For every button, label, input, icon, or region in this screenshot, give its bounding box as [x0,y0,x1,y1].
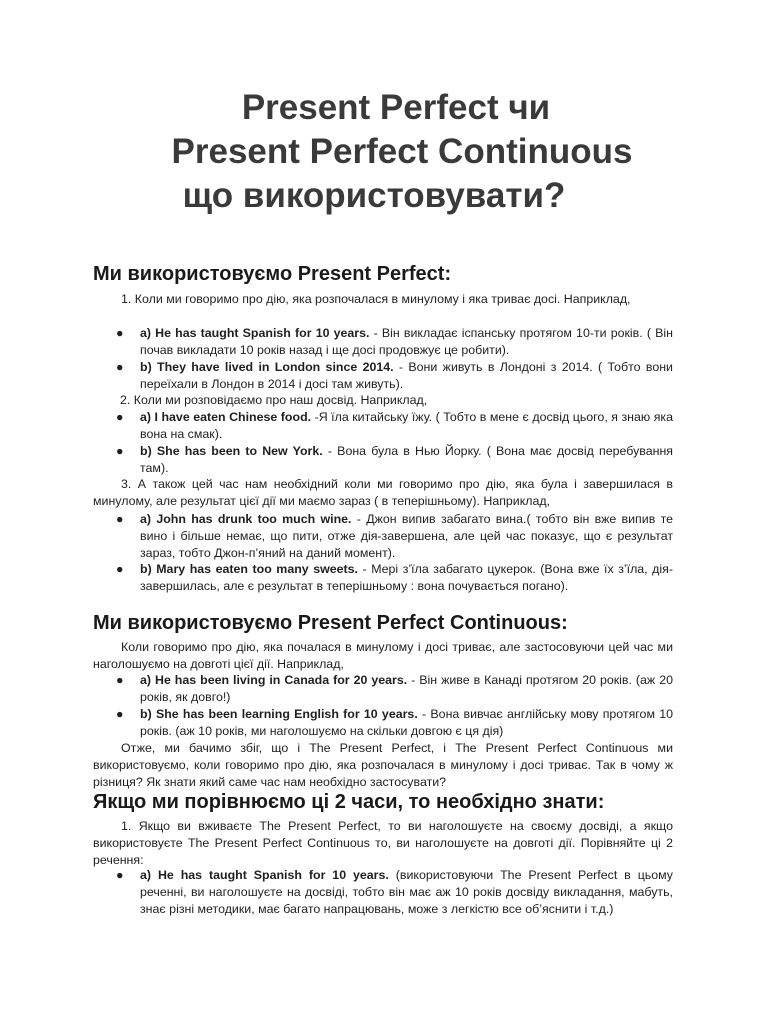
paragraph-text: Коли говоримо про дію, яка почалася в минулому і досі триває, але застосовуючи цей час ми наголошуємо на довготі цієї дії. Наприклад, [93,640,673,671]
paragraph [93,476,673,510]
list-item-text [140,359,673,393]
title-line-1: Present Perfect чи [241,88,551,127]
example-sentence: b) Mary has eaten too many sweets. [140,562,358,576]
section-heading-present-perfect-continuous: Ми використовуємо Present Perfect Continuous: [93,612,568,634]
paragraph-text: 2. Коли ми розповідаємо про наш досвід. Наприклад, [120,393,428,407]
paragraph-text: 3. А також цей час нам необхідний коли ми говоримо про дію, яка була і завершилася в минулому, але результат цієї дії ми маємо зараз ( в теперішньому). Наприклад, [93,477,673,508]
explanation: - Джон випив забагато вина.( тобто він вже випив те вино і більше немає, що пити, отже дія-завершена, але цей час показує, що є результат зараз, тобто Джон-п’яний на даний момент). [140,512,674,560]
paragraph [93,392,673,409]
example-sentence: a) He has taught Spanish for 10 years. [140,326,370,340]
explanation: - Вона вивчає англійську мову протягом 10 років. (аж 10 років, ми наголошуємо на скільки довгою є ця дія) [140,707,673,738]
list-item-text [140,409,673,443]
bullet-icon: ● [116,673,124,687]
paragraph [93,740,673,791]
title-line-3: що використовувати? [182,176,566,215]
bullet-icon: ● [116,707,124,721]
example-sentence: b) They have lived in London since 2014. [140,360,394,374]
title-line-2: Present Perfect Continuous [171,132,633,171]
bullet-icon: ● [116,360,124,374]
example-sentence: a) He has taught Spanish for 10 years. [140,868,389,882]
explanation: - Він живе в Канаді протягом 20 років. (аж 20 років, як довго!) [140,673,673,704]
example-sentence: b) She has been learning English for 10 years. [140,707,418,721]
paragraph-text: Отже, ми бачимо збіг, що і The Present Perfect, і The Present Perfect Continuous ми використовуємо, коли говоримо про дію, яка розпочалася в минулому і досі триває. Так в чому ж різниця? Як знати який саме час нам необхідно застосувати? [93,741,673,789]
explanation: -Я їла китайську їжу. ( Тобто в мене є досвід цього, я знаю яка вона на смак). [140,410,673,441]
bullet-icon: ● [116,868,124,882]
list-item-text [140,325,673,359]
example-sentence: b) She has been to New York. [140,444,323,458]
paragraph [93,639,673,673]
example-sentence: a) He has been living in Canada for 20 years. [140,673,408,687]
example-sentence: a) I have eaten Chinese food. [140,410,312,424]
list-item-text [140,561,673,595]
explanation: - Він викладає іспанську протягом 10-ти років. ( Він почав викладати 10 років назад і ще досі продовжує це робити). [140,326,673,357]
list-item-text [140,511,673,562]
paragraph-text: 1. Якщо ви вживаєте The Present Perfect, то ви наголошуєте на своєму досвіді, а якщо використовуєте The Present Perfect Continuous то, ви наголошуєте на довготі дії. Порівняйте ці 2 речення: [93,819,673,867]
list-item-text [140,706,673,740]
bullet-icon: ● [116,326,124,340]
list-item-text [140,867,673,918]
bullet-icon: ● [116,512,124,526]
explanation: - Вона була в Нью Йорку. ( Вона має досвід перебування там). [140,444,673,475]
bullet-icon: ● [116,562,124,576]
paragraph [93,818,673,869]
bullet-icon: ● [116,444,124,458]
explanation: - Мері з’їла забагато цукерок. (Вона вже їх з’їла, дія-завершилась, але є результат в теперішньому : вона почувається погано). [140,562,673,593]
bullet-icon: ● [116,410,124,424]
list-item-text [140,443,673,477]
paragraph-text: 1. Коли ми говоримо про дію, яка розпочалася в минулому і яка триває досі. Наприклад, [121,292,631,306]
list-item-text [140,672,673,706]
paragraph [93,291,673,308]
section-heading-present-perfect: Ми використовуємо Present Perfect: [93,263,452,285]
section-heading-comparison: Якщо ми порівнюємо ці 2 часи, то необхідно знати: [93,791,605,813]
explanation: - Вони живуть в Лондоні з 2014. ( Тобто вони переїхали в Лондон в 2014 і досі там живуть). [140,360,673,391]
example-sentence: a) John has drunk too much wine. [140,512,352,526]
explanation: (використовуючи The Present Perfect в цьому реченні, ви наголошуєте на досвіді, тобто він має аж 10 років досвіду викладання, мабуть, знає різні методики, має багато напрацювань, може з легкістю все об’яснити і т.д.) [140,868,673,916]
page-title [0,86,768,218]
